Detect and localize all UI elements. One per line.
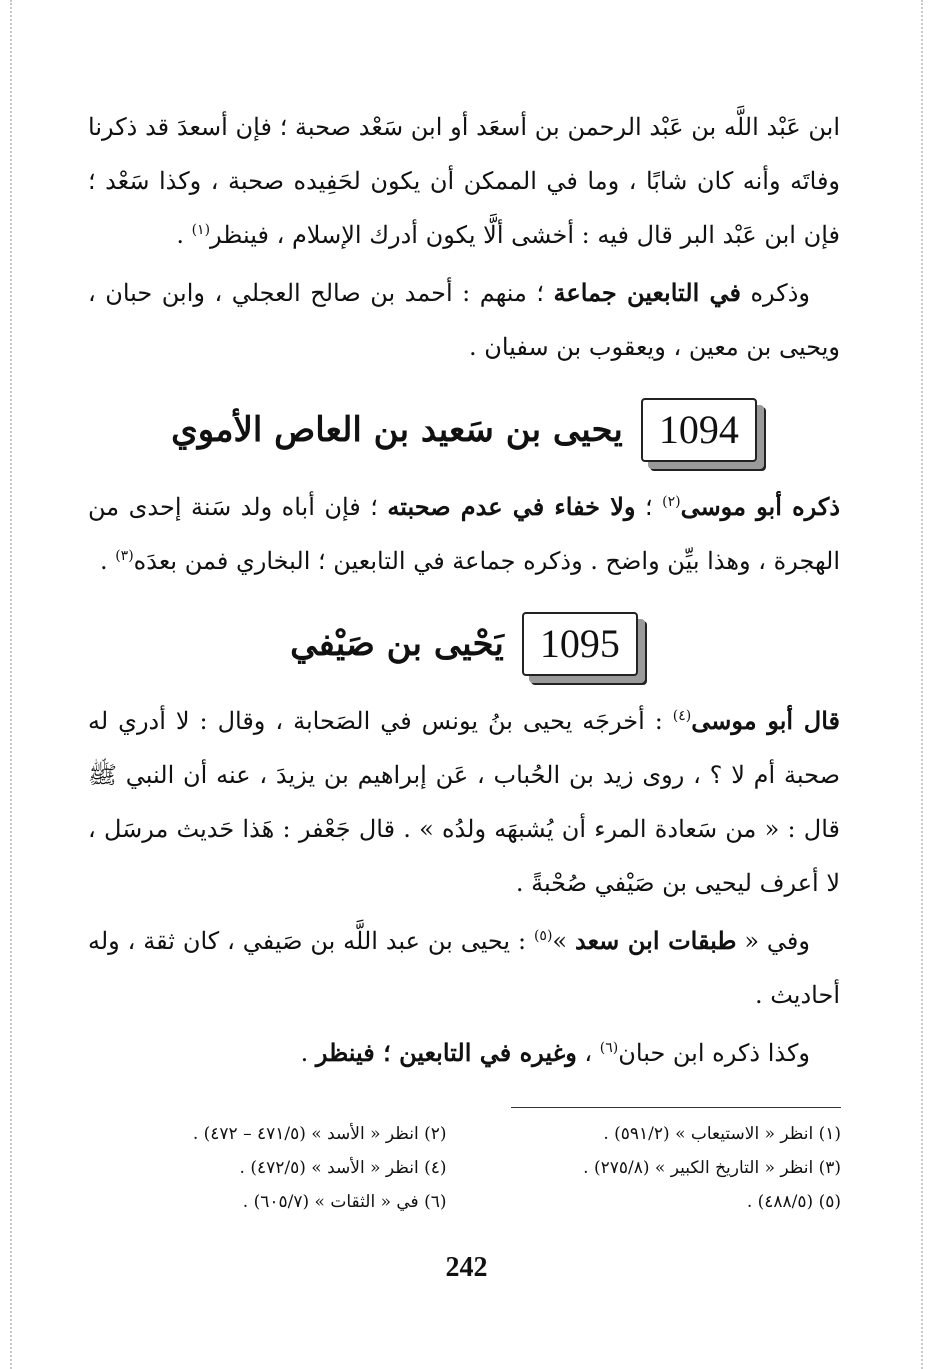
entry-1094-end: . [99, 547, 116, 575]
ibn-hibban-end: . [300, 1039, 316, 1067]
entry-1094-source: ذكره أبو موسى [680, 492, 841, 521]
paragraph-intro [88, 100, 840, 262]
scan-edge-left [10, 0, 12, 1369]
entry-number-box: 1095 [522, 612, 638, 676]
page-body [88, 100, 840, 1080]
entry-1094-bold: ولا خفاء في عدم صحبته [387, 492, 636, 521]
entry-header-1094 [88, 398, 840, 462]
footnote-divider [511, 1107, 841, 1108]
paragraph-entry-1095-a [88, 694, 840, 910]
tabaqat-open: وفي « [736, 927, 810, 955]
ibn-hibban-bold: وغيره في التابعين ؛ فينظر [315, 1038, 577, 1067]
footnote-ref-3[interactable]: (٣) [115, 548, 134, 564]
footnote-3: (٣) انظر « التاريخ الكبير » (٢٧٥/٨) . [583, 1158, 841, 1178]
footnote-1: (١) انظر « الاستيعاب » (٥٩١/٢) . [603, 1124, 841, 1144]
footnote-ref-6[interactable]: (٦) [599, 1040, 619, 1056]
tabaqat-title: طبقات ابن سعد [574, 926, 737, 955]
paragraph-entry-1094 [88, 480, 840, 588]
entry-title: يحيى بن سَعيد بن العاص الأموي [171, 410, 623, 450]
entry-1095-text: : أخرجَه يحيى بنُ يونس في الصَحابة ، وقال : لا أدري له صحبة أم لا ؟ ، روى زيد بن الحُباب ، عَن إبراهيم بن يزيدَ ، عنه أن النبي ﷺ قال : « من سَعادة المرء أن يُشبهَه ولدُه » . قال جَعْفر : هَذا حَديث مرسَل ، لا أعرف ليحيى بن صَيْفي صُحْبةً . [88, 707, 840, 897]
entry-1094-sep: ؛ [635, 493, 663, 521]
entry-1095-source: قال أبو موسى [691, 706, 841, 735]
footnote-ref-4[interactable]: (٤) [672, 708, 692, 724]
footnote-ref-1[interactable]: (١) [191, 222, 211, 238]
entry-1094-text: ؛ فإن أباه ولد سَنة إحدى من الهجرة ، وهذا بيِّن واضح . وذكره جماعة في التابعين ؛ البخاري فمن بعدَه [88, 493, 840, 575]
footnote-ref-2[interactable]: (٢) [662, 494, 681, 510]
paragraph-entry-1095-c [88, 1026, 840, 1080]
paragraph-entry-1095-b [88, 914, 840, 1022]
tabieen-bold: في التابعين جماعة [553, 278, 741, 307]
ibn-hibban-sep: ، [576, 1039, 600, 1067]
page-number: 242 [445, 1252, 488, 1283]
entry-header-1095 [88, 612, 840, 676]
footnote-ref-5[interactable]: (٥) [533, 928, 553, 944]
tabaqat-text: : يحيى بن عبد اللَّه بن صَيفي ، كان ثقة ، وله أحاديث . [88, 927, 840, 1009]
scan-edge-right [921, 0, 923, 1369]
paragraph-tabieen [88, 266, 840, 374]
intro-end: . [176, 221, 192, 249]
footnote-6: (٦) في « الثقات » (٦٠٥/٧) . [242, 1192, 447, 1212]
footnotes [92, 1118, 841, 1218]
intro-text: ابن عَبْد اللَّه بن عَبْد الرحمن بن أسعَد أو ابن سَعْد صحبة ؛ فإن أسعدَ قد ذكرنا وفاتَه وأنه كان شابًا ، وما في الممكن أن يكون لحَفِيده صحبة ، وكذا سَعْد ؛ فإن ابن عَبْد البر قال فيه : أخشى ألَّا يكون أدرك الإسلام ، فينظر [88, 113, 841, 249]
entry-title: يَحْيى بن صَيْفي [290, 624, 504, 664]
tabieen-text-c: ؛ منهم : أحمد بن صالح العجلي ، وابن حبان ، ويحيى بن معين ، ويعقوب بن سفيان . [88, 279, 840, 361]
footnote-5: (٥) (٤٨٨/٥) . [746, 1192, 841, 1212]
entry-number-box: 1094 [641, 398, 757, 462]
tabaqat-close: » [552, 927, 575, 955]
tabieen-text-a: وذكره [740, 279, 810, 307]
footnote-2: (٢) انظر « الأسد » (٤٧١/٥ – ٤٧٢) . [192, 1124, 447, 1144]
footnote-4: (٤) انظر « الأسد » (٤٧٢/٥) . [239, 1158, 447, 1178]
ibn-hibban-text: وكذا ذكره ابن حبان [618, 1039, 810, 1067]
